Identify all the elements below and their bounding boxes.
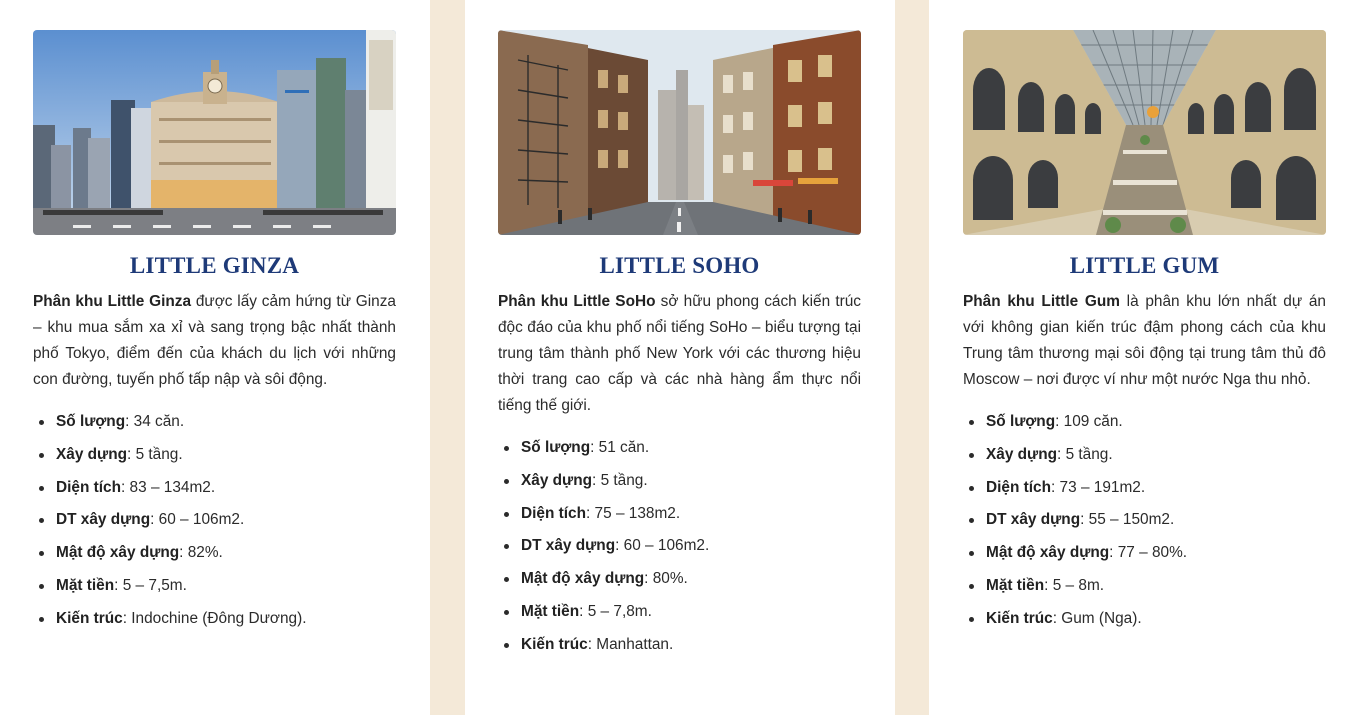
spec-label: DT xây dựng [56,511,151,529]
spec-item [498,536,861,556]
spec-label: Kiến trúc [56,609,123,627]
spec-item [33,576,396,596]
spec-value: : 73 – 191m2. [1051,478,1146,496]
description-lead: Phân khu Little SoHo [498,293,656,310]
spec-value: : Gum (Nga). [1052,609,1142,627]
spec-item [963,445,1326,465]
spec-item [498,471,861,491]
spec-value: : 5 – 7,5m. [114,576,187,594]
card-little-ginza [33,30,396,642]
spec-label: Xây dựng [56,445,128,463]
spec-item [33,412,396,432]
spec-value: : 5 tầng. [127,445,183,463]
spec-item [963,412,1326,432]
spec-label: Diện tích [521,504,586,522]
spec-label: Mặt tiền [521,602,580,620]
card-description [963,289,1326,393]
gum-photo [963,30,1326,235]
card-description [498,289,861,419]
column-ginza [0,0,430,715]
spec-label: Mật độ xây dựng [56,544,180,562]
spec-value: : 34 căn. [125,413,185,430]
column-gum [929,0,1355,715]
spec-item [498,635,861,655]
spec-value: : 51 căn. [590,439,650,456]
spec-label: DT xây dựng [521,537,616,555]
card-title: LITTLE GUM [1069,253,1220,278]
spec-item [33,543,396,563]
spec-value: : 5 tầng. [1057,445,1113,463]
card-description [33,289,396,393]
spec-label: Kiến trúc [521,635,588,653]
soho-photo [498,30,861,235]
spec-value: : 5 – 8m. [1044,576,1105,594]
spec-label: Mật độ xây dựng [521,570,645,588]
spec-label: Diện tích [56,478,121,496]
spec-item [33,445,396,465]
spec-label: Kiến trúc [986,609,1053,627]
spec-value: : 83 – 134m2. [121,478,216,496]
description-lead: Phân khu Little Ginza [33,293,192,310]
spec-value: : Indochine (Đông Dương). [122,609,307,627]
spec-value: : Manhattan. [587,635,674,653]
spec-label: Xây dựng [986,445,1058,463]
spec-label: Mặt tiền [986,576,1045,594]
card-little-gum [963,30,1326,642]
spec-label: Mật độ xây dựng [986,544,1110,562]
description-lead: Phân khu Little Gum [963,293,1120,310]
spec-item [498,569,861,589]
card-title: LITTLE SOHO [599,253,760,278]
card-title: LITTLE GINZA [129,253,300,278]
spec-label: Mặt tiền [56,576,115,594]
description-body: là phân khu lớn nhất dự án với không gian kiến trúc đậm phong cách của khu Trung tâm thương mại sôi động tại trung tâm thủ đô Moscow – nơi được ví như một nước Nga thu nhỏ. [963,293,1326,388]
spec-item [33,478,396,498]
spec-item [33,510,396,530]
spec-item [498,504,861,524]
spec-value: : 82%. [179,544,223,562]
spec-value: : 60 – 106m2. [150,511,245,529]
spec-item [33,609,396,629]
spec-label: Số lượng [56,413,126,430]
spec-value: : 77 – 80%. [1109,544,1188,562]
spec-label: Xây dựng [521,471,593,489]
spec-list [498,438,861,655]
column-soho [465,0,895,715]
card-little-soho [498,30,861,668]
spec-label: Số lượng [986,413,1056,430]
description-body: được lấy cảm hứng từ Ginza – khu mua sắm xa xỉ và sang trọng bậc nhất thành phố Tokyo, điểm đến của khách du lịch với những con đường, tuyến phố tấp nập và sôi động. [33,293,396,388]
spec-value: : 60 – 106m2. [615,537,710,555]
description-body: sở hữu phong cách kiến trúc độc đáo của khu phố nổi tiếng SoHo – biểu tượng tại trung tâm thành phố New York với các thương hiệu thời trang cao cấp và các nhà hàng ẩm thực nổi tiếng thế giới. [498,293,861,414]
ginza-photo [33,30,396,235]
spec-item [963,576,1326,596]
spec-value: : 55 – 150m2. [1080,511,1175,529]
spec-list [33,412,396,629]
spec-value: : 5 – 7,8m. [579,602,652,620]
spec-value: : 109 căn. [1055,413,1123,430]
spec-label: DT xây dựng [986,511,1081,529]
spec-label: Số lượng [521,439,591,456]
spec-item [498,602,861,622]
spec-item [963,478,1326,498]
spec-list [963,412,1326,629]
spec-item [963,609,1326,629]
spec-value: : 80%. [644,570,688,588]
spec-value: : 75 – 138m2. [586,504,681,522]
spec-label: Diện tích [986,478,1051,496]
spec-item [963,510,1326,530]
spec-item [498,438,861,458]
spec-value: : 5 tầng. [592,471,648,489]
spec-item [963,543,1326,563]
